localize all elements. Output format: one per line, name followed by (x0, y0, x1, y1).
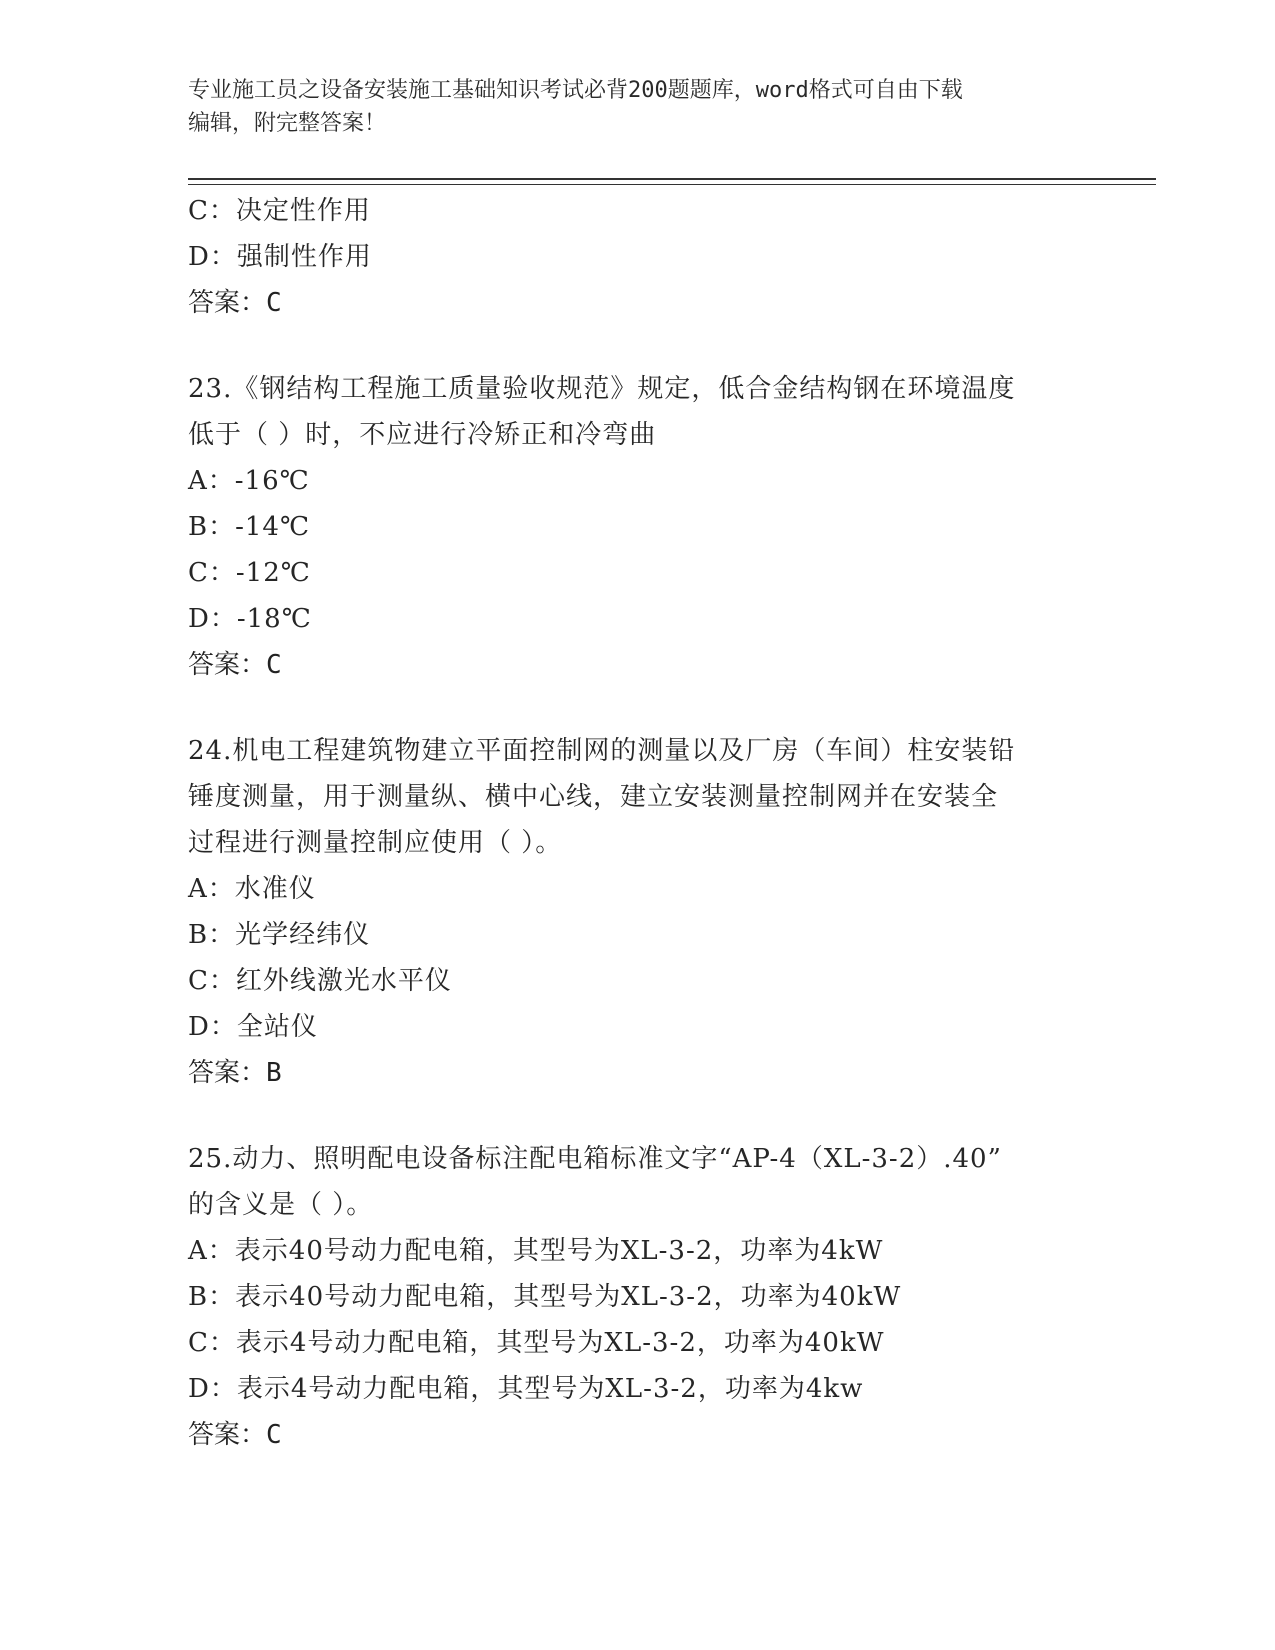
option-d: D：-18℃ (188, 604, 312, 634)
option-b: B：-14℃ (188, 512, 311, 542)
header-divider-thick (188, 178, 1156, 180)
question-stem-line: 24.机电工程建筑物建立平面控制网的测量以及厂房（车间）柱安装铅 (188, 736, 1016, 766)
answer-line: 答案：C (188, 1420, 282, 1450)
option-c: C：红外线激光水平仪 (188, 966, 452, 996)
option-a: A：水准仪 (188, 874, 316, 904)
option-d: D：表示4号动力配电箱，其型号为XL-3-2，功率为4kw (188, 1374, 864, 1404)
option-c: C：表示4号动力配电箱，其型号为XL-3-2，功率为40kW (188, 1328, 885, 1358)
option-c: C：-12℃ (188, 558, 311, 588)
question-23 (188, 366, 1088, 688)
question-24 (188, 728, 1088, 1096)
page-header (188, 74, 1088, 140)
option-a: A：表示40号动力配电箱，其型号为XL-3-2，功率为4kW (188, 1236, 884, 1266)
option-c: C：决定性作用 (188, 196, 371, 226)
question-stem-line: 的含义是（ ）。 (188, 1190, 374, 1220)
question-stem-line: 23.《钢结构工程施工质量验收规范》规定，低合金结构钢在环境温度 (188, 374, 1016, 404)
answer-line: 答案：B (188, 1058, 282, 1088)
option-b: B：表示40号动力配电箱，其型号为XL-3-2，功率为40kW (188, 1282, 902, 1312)
previous-question (188, 188, 1088, 326)
question-content (188, 188, 1088, 1458)
question-stem-line: 低于（ ）时，不应进行冷矫正和冷弯曲 (188, 420, 657, 450)
question-25 (188, 1136, 1088, 1458)
option-a: A：-16℃ (188, 466, 310, 496)
header-line-2: 编辑，附完整答案！ (188, 111, 387, 136)
question-stem-line: 25.动力、照明配电设备标注配电箱标准文字“AP-4（XL-3-2）.40” (188, 1144, 1002, 1174)
answer-line: 答案：C (188, 650, 282, 680)
header-line-1: 专业施工员之设备安装施工基础知识考试必背200题题库，word格式可自由下载 (188, 78, 963, 103)
answer-line: 答案：C (188, 288, 282, 318)
question-stem-line: 过程进行测量控制应使用（ ）。 (188, 828, 563, 858)
option-d: D：强制性作用 (188, 242, 372, 272)
question-stem-line: 锤度测量，用于测量纵、横中心线，建立安装测量控制网并在安装全 (188, 782, 999, 812)
header-divider-thin (188, 184, 1156, 185)
option-d: D：全站仪 (188, 1012, 318, 1042)
option-b: B：光学经纬仪 (188, 920, 371, 950)
